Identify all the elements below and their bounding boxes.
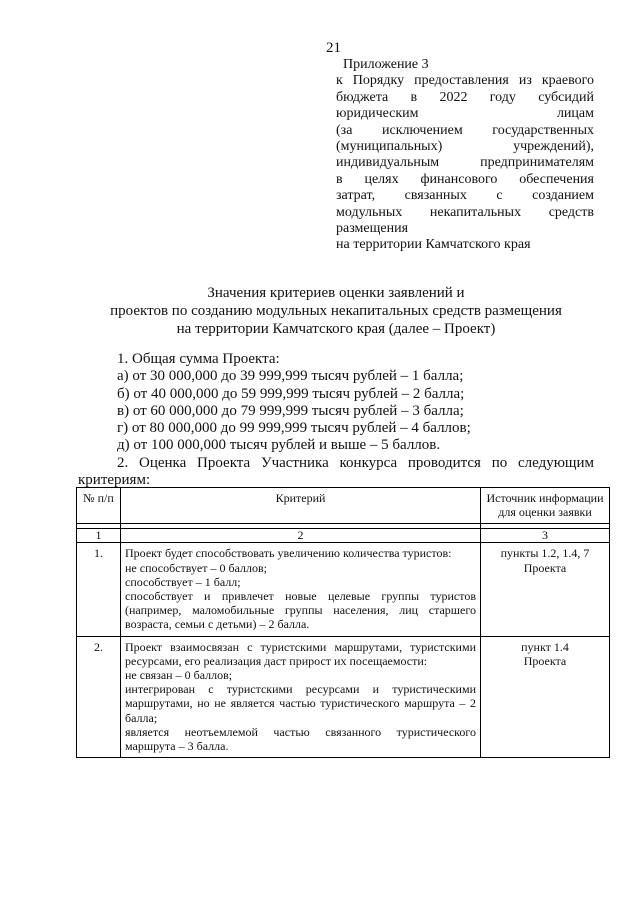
row-criterion bbox=[121, 543, 481, 636]
appendix-line: индивидуальным предпринимателям bbox=[336, 155, 594, 171]
appendix-line: юридическим лицам bbox=[336, 106, 594, 122]
header-source: Источник информации для оценки заявки bbox=[481, 488, 610, 524]
amount-item: а) от 30 000,000 до 39 999,999 тысяч рублей – 1 балла; bbox=[117, 368, 464, 385]
document-heading bbox=[80, 284, 592, 338]
criterion-line: Проект взаимосвязан с туристскими маршрутами, туристскими ресурсами, его реализация даст прирост их посещаемости: bbox=[125, 639, 476, 668]
appendix-line: модульных некапитальных средств bbox=[336, 204, 594, 220]
section2-line: 2. Оценка Проекта Участника конкурса проводится по следующим bbox=[117, 454, 594, 471]
criteria-table bbox=[76, 487, 610, 758]
criterion-line: способствует и привлечет новые целевые группы туристов (например, маломобильные группы населения, лиц старшего возраста, семьи с детьми) – 2 балла. bbox=[125, 589, 476, 632]
heading-line: на территории Камчатского края (далее – Проект) bbox=[176, 321, 496, 337]
header-criterion: Критерий bbox=[121, 488, 481, 524]
source-line: Проекта bbox=[523, 653, 567, 668]
appendix-line: размещения bbox=[336, 221, 409, 237]
row-criterion bbox=[121, 636, 481, 758]
page-number: 21 bbox=[326, 40, 341, 56]
table-column-numbers bbox=[77, 529, 610, 543]
criteria-text bbox=[78, 351, 594, 489]
table-header-row bbox=[77, 488, 610, 524]
appendix-line: к Порядку предоставления из краевого bbox=[336, 73, 594, 89]
row-num: 2. bbox=[77, 636, 121, 758]
heading-line: проектов по созданию модульных некапитальных средств размещения bbox=[110, 303, 562, 319]
section1-title: 1. Общая сумма Проекта: bbox=[117, 351, 280, 367]
criterion-line: не способствует – 0 баллов; bbox=[125, 560, 267, 575]
column-number: 2 bbox=[121, 529, 481, 543]
table-row bbox=[77, 636, 610, 758]
section2-line: критериям: bbox=[78, 472, 151, 489]
source-line: пункт 1.4 bbox=[521, 639, 569, 654]
criterion-line: способствует – 1 балл; bbox=[125, 574, 241, 589]
amount-item: б) от 40 000,000 до 59 999,999 тысяч рублей – 2 балла; bbox=[117, 385, 465, 402]
table-row bbox=[77, 543, 610, 636]
amount-item: в) от 60 000,000 до 79 999,999 тысяч рублей – 3 балла; bbox=[117, 402, 464, 419]
appendix-line: (за исключением государственных bbox=[336, 122, 594, 138]
row-source bbox=[481, 636, 610, 758]
source-line: пункты 1.2, 1.4, 7 bbox=[500, 546, 590, 561]
criterion-line: не связан – 0 баллов; bbox=[125, 668, 233, 683]
appendix-header bbox=[336, 57, 594, 254]
header-num: № п/п bbox=[77, 488, 121, 524]
column-number: 3 bbox=[481, 529, 610, 543]
criterion-line: является неотъемлемой частью связанного туристического маршрута – 3 балла. bbox=[125, 724, 476, 754]
row-source bbox=[481, 543, 610, 636]
appendix-line: затрат, связанных с созданием bbox=[336, 188, 594, 204]
column-number: 1 bbox=[77, 529, 121, 543]
source-line: Проекта bbox=[523, 560, 567, 575]
amount-item: д) от 100 000,000 тысяч рублей и выше – 5 баллов. bbox=[117, 437, 441, 454]
appendix-line: бюджета в 2022 году субсидий bbox=[336, 89, 594, 105]
appendix-title: Приложение 3 bbox=[343, 57, 429, 72]
criterion-line: Проект будет способствовать увеличению количества туристов: bbox=[125, 546, 452, 561]
heading-line: Значения критериев оценки заявлений и bbox=[207, 285, 465, 301]
criterion-line: интегрирован с туристскими ресурсами и туристическими маршрутами, но не является частью туристического маршрута – 2 балла; bbox=[125, 682, 476, 725]
row-num: 1. bbox=[77, 543, 121, 636]
appendix-line: на территории Камчатского края bbox=[336, 237, 531, 253]
appendix-line: (муниципальных) учреждений), bbox=[336, 139, 594, 155]
appendix-line: в целях финансового обеспечения bbox=[336, 171, 594, 187]
amount-item: г) от 80 000,000 до 99 999,999 тысяч рублей – 4 баллов; bbox=[117, 420, 471, 437]
